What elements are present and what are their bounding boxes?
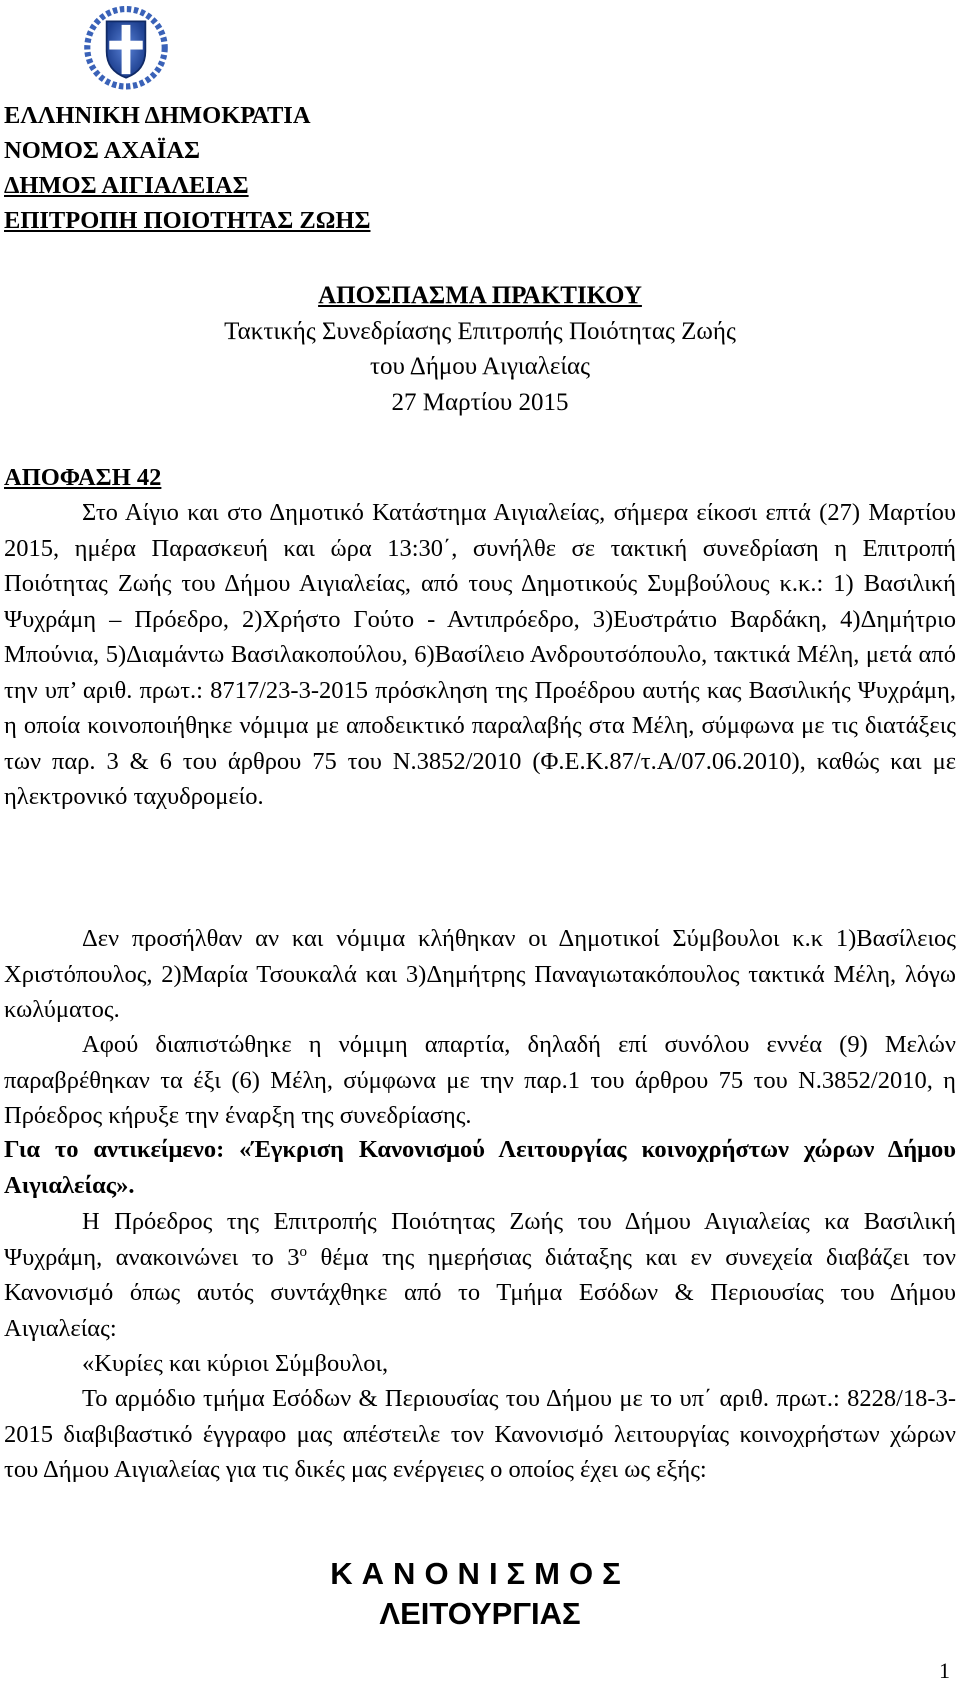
regulation-title-line-1: ΚΑΝΟΝΙΣΜΟΣ [330,1556,630,1591]
header-line-republic: ΕΛΛΗΝΙΚΗ ΔΗΜΟΚΡΑΤΙΑ [4,102,311,129]
decision-paragraph-1: Στο Αίγιο και στο Δημοτικό Κατάστημα Αιγιαλείας, σήμερα είκοσι επτά (27) Μαρτίου 2015, ημέρα Παρασκευή και ώρα 13:30΄, συνήλθε σε τακτική συνεδρίαση η Επιτροπή Ποιότητας Ζωής του Δήμου Αιγιαλείας, από τους Δημοτικούς Συμβούλους κ.κ.: 1) Βασιλική Ψυχράμη – Πρόεδρο, 2)Χρήστο Γούτο - Αντιπρόεδρο, 3)Ευστράτιο Βαρδάκη, 4)Δημήτριο Μπούνια, 5)Διαμάντω Βασιλακοπούλου, 6)Βασίλειο Ανδρουτσόπουλο, τακτικά Μέλη, μετά από την υπ’ αριθ. πρωτ.: 8717/23-3-2015 πρόσκληση της Προέδρου αυτής κας Βασιλικής Ψυχράμη, η οποία κοινοποιήθηκε νόμιμα με αποδεικτικό παραλαβής στα Μέλη, σύμφωνα με τις διατάξεις των παρ. 3 & 6 του άρθρου 75 του Ν.3852/2010 (Φ.Ε.Κ.87/τ.Α/07.06.2010), καθώς και με ηλεκτρονικό ταχυδρομείο. [4,499,956,810]
decision-title: ΑΠΟΦΑΣΗ 42 [4,464,162,491]
topic-p1-superscript: ο [299,1243,308,1260]
header-line-committee: ΕΠΙΤΡΟΠΗ ΠΟΙΟΤΗΤΑΣ ΖΩΗΣ [4,207,371,234]
topic-paragraph-2: Το αρμόδιο τμήμα Εσόδων & Περιουσίας του Δήμου με το υπ΄ αριθ. πρωτ.: 8228/18-3-2015 διαβιβαστικό έγγραφο μας απέστειλε τον Κανονισμό λειτουργίας κοινοχρήστων χώρων του Δήμου Αιγιαλείας για τις δικές μας ενέργειες ο οποίος έχει ως εξής: [4,1385,956,1483]
excerpt-date: 27 Μαρτίου 2015 [391,388,569,416]
excerpt-subtitle-1: Τακτικής Συνεδρίασης Επιτροπής Ποιότητας Ζωής [224,317,736,345]
header-line-prefecture: ΝΟΜΟΣ ΑΧΑΪΑΣ [4,137,201,164]
excerpt-subtitle-2: του Δήμου Αιγιαλείας [369,353,591,380]
topic-p1-text-a: Η Πρόεδρος της Επιτροπής Ποιότητας Ζωής του Δήμου Αιγιαλείας κα Βασιλική Ψυχράμη, ανακοινώνει το 3 [4,1208,956,1271]
decision-paragraph-2: Δεν προσήλθαν αν και νόμιμα κλήθηκαν οι Δημοτικοί Σύμβουλοι κ.κ 1)Βασίλειος Χριστόπουλος, 2)Μαρία Τσουκαλά και 3)Δημήτρης Παναγιωτακόπουλος τακτικά Μέλη, λόγω κωλύματος. [4,925,956,1023]
header-line-municipality: ΔΗΜΟΣ ΑΙΓΙΑΛΕΙΑΣ [4,172,249,199]
topic-heading: Για το αντικείμενο: «Έγκριση Κανονισμού Λειτουργίας κοινοχρήστων χώρων Δήμου Αιγιαλείας». [4,1136,956,1199]
excerpt-heading [0,278,960,420]
topic-p1-text-b: θέμα της ημερήσιας διάταξης και εν συνεχεία διαβάζει τον Κανονισμό όπως αυτός συντάχθηκε από το Τμήμα Εσόδων & Περιουσίας του Δήμου Αιγιαλείας: [4,1243,956,1342]
salutation: «Κυρίες και κύριοι Σύμβουλοι, [82,1350,389,1377]
page-number: 1 [939,1658,950,1683]
excerpt-title: ΑΠΟΣΠΑΣΜΑ ΠΡΑΚΤΙΚΟΥ [318,282,642,309]
topic-paragraph-1 [4,1204,956,1346]
regulation-title-line-2: ΛΕΙΤΟΥΡΓΙΑΣ [379,1596,581,1631]
decision-paragraph-3: Αφού διαπιστώθηκε η νόμιμη απαρτία, δηλαδή επί συνόλου εννέα (9) Μελών παραβρέθηκαν τα έξι (6) Μέλη, σύμφωνα με την παρ.1 του άρθρου 75 του Ν.3852/2010, η Πρόεδρος κήρυξε την έναρξη της συνεδρίασης. [4,1031,956,1129]
document-header [4,98,370,238]
hellenic-republic-emblem [82,2,170,90]
